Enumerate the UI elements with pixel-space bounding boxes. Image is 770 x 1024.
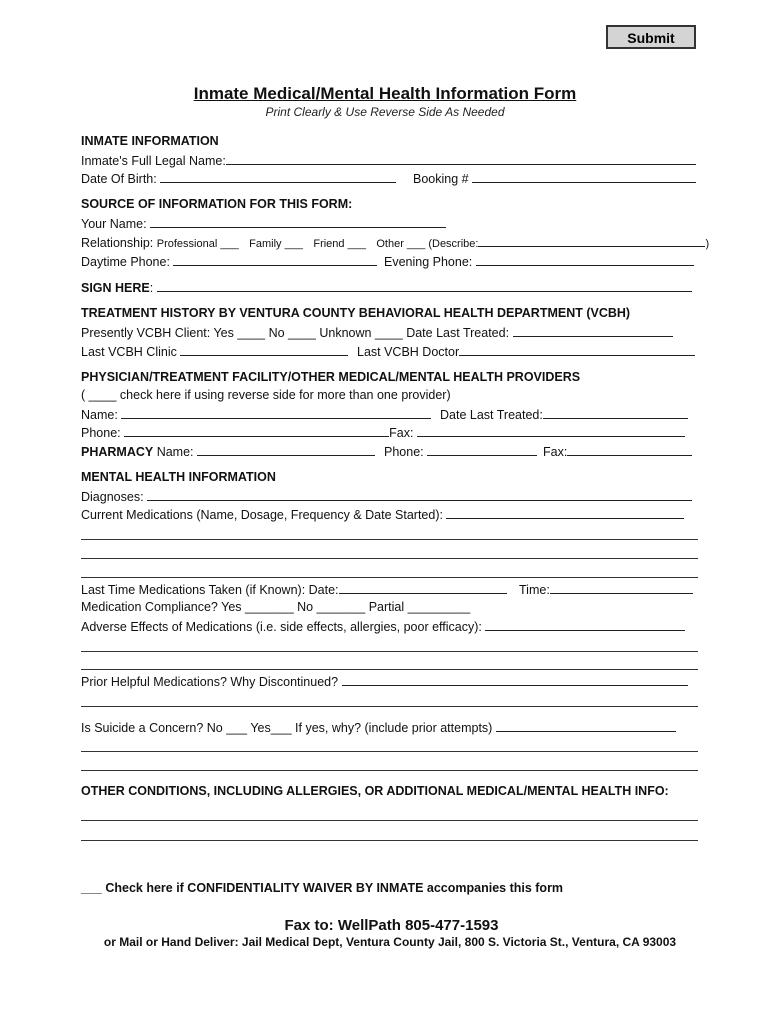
waiver-check[interactable]: ___ Check here if CONFIDENTIALITY WAIVER BY INMATE accompanies this form xyxy=(81,881,564,895)
suicide-label: Is Suicide a Concern? No ___ Yes___ If yes, why? (include prior attempts) xyxy=(81,721,493,735)
provider-name-label: Name: xyxy=(81,408,118,422)
compliance-row[interactable]: Medication Compliance? Yes _______ No _______ Partial _________ xyxy=(81,600,471,614)
daytime-phone-row xyxy=(81,253,377,270)
your-name-field[interactable] xyxy=(150,215,446,228)
vcbh-clinic-row xyxy=(81,343,348,360)
vcbh-client-row xyxy=(81,324,673,341)
dob-field[interactable] xyxy=(160,170,396,183)
legal-name-row xyxy=(81,152,696,169)
relationship-professional[interactable]: Professional ___ xyxy=(156,238,239,250)
diagnoses-row xyxy=(81,488,692,505)
adverse-field[interactable] xyxy=(485,618,685,631)
last-taken-time-row xyxy=(519,581,693,598)
other-conditions-line-1[interactable] xyxy=(81,820,698,821)
diagnoses-label: Diagnoses: xyxy=(81,490,144,504)
booking-row xyxy=(413,170,696,187)
prior-meds-line-1[interactable] xyxy=(81,706,698,707)
diagnoses-field[interactable] xyxy=(147,488,692,501)
daytime-phone-field[interactable] xyxy=(173,253,377,266)
provider-name-field[interactable] xyxy=(121,406,431,419)
relationship-describe-field[interactable] xyxy=(478,234,705,247)
last-doctor-field[interactable] xyxy=(459,343,695,356)
other-conditions-heading: OTHER CONDITIONS, INCLUDING ALLERGIES, OR ADDITIONAL MEDICAL/MENTAL HEALTH INFO: xyxy=(81,784,669,798)
sign-here-colon: : xyxy=(149,281,154,295)
last-clinic-field[interactable] xyxy=(180,343,348,356)
physician-heading: PHYSICIAN/TREATMENT FACILITY/OTHER MEDICAL/MENTAL HEALTH PROVIDERS xyxy=(81,370,581,384)
current-meds-field[interactable] xyxy=(446,506,684,519)
suicide-line-2[interactable] xyxy=(81,770,698,771)
pharmacy-row xyxy=(81,443,375,460)
sign-here-row xyxy=(81,279,692,296)
signature-field[interactable] xyxy=(157,279,692,292)
mental-health-heading: MENTAL HEALTH INFORMATION xyxy=(81,470,276,484)
dob-label: Date Of Birth: xyxy=(81,172,157,186)
provider-phone-label: Phone: xyxy=(81,426,121,440)
sign-here-label: SIGN HERE xyxy=(81,281,150,295)
pharmacy-name-field[interactable] xyxy=(197,443,375,456)
vcbh-client-label: Presently VCBH Client: Yes ____ No ____ Unknown ____ Date Last Treated: xyxy=(81,326,510,340)
last-taken-row xyxy=(81,581,507,598)
other-conditions-line-2[interactable] xyxy=(81,840,698,841)
last-doctor-label: Last VCBH Doctor xyxy=(357,345,460,359)
evening-phone-label: Evening Phone: xyxy=(384,255,473,269)
relationship-row xyxy=(81,234,709,252)
daytime-phone-label: Daytime Phone: xyxy=(81,255,170,269)
relationship-label: Relationship: xyxy=(81,236,154,250)
submit-button[interactable]: Submit xyxy=(606,25,696,49)
suicide-line-1[interactable] xyxy=(81,751,698,752)
pharmacy-fax-field[interactable] xyxy=(567,443,692,456)
provider-name-row xyxy=(81,406,431,423)
last-taken-time-label: Time: xyxy=(519,583,550,597)
prior-meds-field[interactable] xyxy=(342,673,688,686)
form-title: Inmate Medical/Mental Health Information Form xyxy=(193,84,577,103)
relationship-close-paren: ) xyxy=(705,238,710,250)
evening-phone-field[interactable] xyxy=(476,253,694,266)
pharmacy-phone-label: Phone: xyxy=(384,445,424,459)
source-heading: SOURCE OF INFORMATION FOR THIS FORM: xyxy=(81,197,353,211)
relationship-family[interactable]: Family ___ xyxy=(249,238,303,250)
prior-meds-row xyxy=(81,673,688,690)
vcbh-heading: TREATMENT HISTORY BY VENTURA COUNTY BEHAVIORAL HEALTH DEPARTMENT (VCBH) xyxy=(81,306,631,320)
last-taken-label: Last Time Medications Taken (if Known): Date: xyxy=(81,583,339,597)
relationship-friend[interactable]: Friend ___ xyxy=(313,238,366,250)
form-subtitle: Print Clearly & Use Reverse Side As Needed xyxy=(265,105,505,119)
current-meds-line-2[interactable] xyxy=(81,558,698,559)
last-taken-time-field[interactable] xyxy=(550,581,693,594)
suicide-row xyxy=(81,719,676,736)
current-meds-line-1[interactable] xyxy=(81,539,698,540)
current-meds-row xyxy=(81,506,684,523)
vcbh-doctor-row xyxy=(357,343,695,360)
current-meds-label: Current Medications (Name, Dosage, Frequency & Date Started): xyxy=(81,508,443,522)
last-taken-date-field[interactable] xyxy=(339,581,507,594)
dob-row xyxy=(81,170,396,187)
legal-name-field[interactable] xyxy=(226,152,696,165)
pharmacy-fax-label: Fax: xyxy=(543,445,568,459)
provider-phone-field[interactable] xyxy=(124,424,389,437)
your-name-row xyxy=(81,215,446,232)
provider-date-field[interactable] xyxy=(543,406,688,419)
booking-label: Booking # xyxy=(413,172,469,186)
pharmacy-name-label: Name: xyxy=(153,445,194,459)
pharmacy-phone-field[interactable] xyxy=(427,443,537,456)
pharmacy-label: PHARMACY xyxy=(81,445,154,459)
provider-fax-label: Fax: xyxy=(389,426,414,440)
adverse-line-2[interactable] xyxy=(81,669,698,670)
last-clinic-label: Last VCBH Clinic xyxy=(81,345,177,359)
provider-fax-field[interactable] xyxy=(417,424,685,437)
inmate-heading: INMATE INFORMATION xyxy=(81,134,219,148)
prior-meds-label: Prior Helpful Medications? Why Discontinued? xyxy=(81,675,339,689)
suicide-field[interactable] xyxy=(496,719,676,732)
current-meds-line-3[interactable] xyxy=(81,577,698,578)
relationship-other[interactable]: Other ___ (Describe: xyxy=(376,238,479,250)
adverse-line-1[interactable] xyxy=(81,651,698,652)
legal-name-label: Inmate's Full Legal Name: xyxy=(81,154,226,168)
pharmacy-phone-row xyxy=(384,443,537,460)
date-last-treated-field[interactable] xyxy=(513,324,673,337)
pharmacy-fax-row xyxy=(543,443,692,460)
booking-field[interactable] xyxy=(472,170,696,183)
provider-date-row xyxy=(440,406,688,423)
adverse-label: Adverse Effects of Medications (i.e. side effects, allergies, poor efficacy): xyxy=(81,620,482,634)
your-name-label: Your Name: xyxy=(81,217,147,231)
evening-phone-row xyxy=(384,253,694,270)
mail-address: or Mail or Hand Deliver: Jail Medical Dept, Ventura County Jail, 800 S. Victoria St., Ventura, CA 93003 xyxy=(103,935,677,949)
provider-date-label: Date Last Treated: xyxy=(440,408,543,422)
fax-to: Fax to: WellPath 805-477-1593 xyxy=(284,917,499,934)
reverse-side-check[interactable]: ( ____ check here if using reverse side for more than one provider) xyxy=(81,388,451,402)
adverse-row xyxy=(81,618,685,635)
provider-phone-row xyxy=(81,424,685,441)
